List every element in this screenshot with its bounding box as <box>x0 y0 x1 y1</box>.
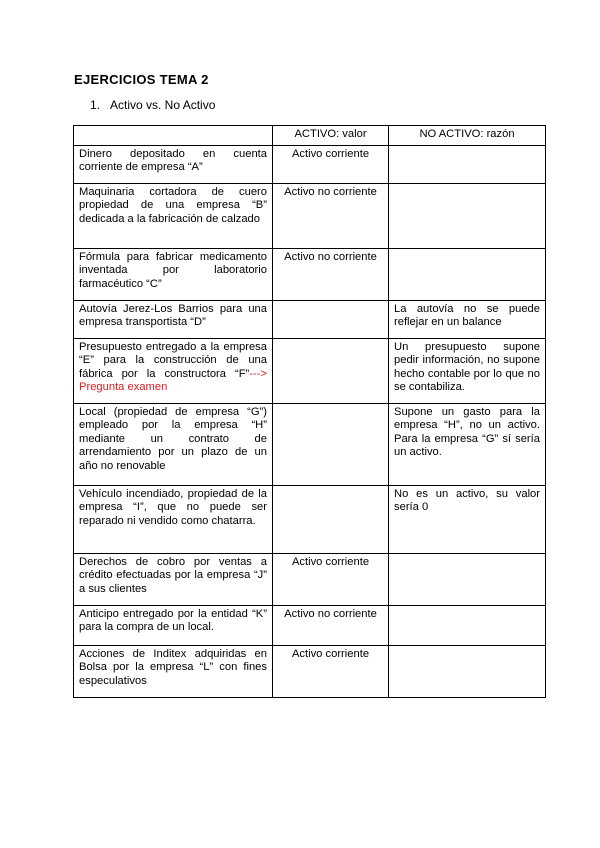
item-cell: Dinero depositado en cuenta corriente de empresa “A” <box>74 145 273 183</box>
table-row <box>74 248 546 300</box>
activo-value-cell <box>273 338 389 403</box>
table-row <box>74 485 546 553</box>
section-title: Activo vs. No Activo <box>110 98 216 112</box>
item-cell: Derechos de cobro por ventas a crédito efectuadas por la empresa “J” a sus clientes <box>74 553 273 605</box>
table-row <box>74 183 546 248</box>
item-cell: Autovía Jerez-Los Barrios para una empresa transportista “D” <box>74 300 273 338</box>
table-header-row <box>74 126 546 146</box>
activo-value-cell: Activo corriente <box>273 145 389 183</box>
table-row <box>74 145 546 183</box>
item-cell: Fórmula para fabricar medicamento inventada por laboratorio farmacéutico “C” <box>74 248 273 300</box>
activo-value-cell <box>273 300 389 338</box>
header-empty <box>74 126 273 146</box>
activo-value-cell: Activo no corriente <box>273 248 389 300</box>
no-activo-reason-cell <box>389 605 546 645</box>
no-activo-reason-cell <box>389 553 546 605</box>
section-heading <box>90 98 215 112</box>
item-cell: Vehículo incendiado, propiedad de la empresa “I”, que no puede ser reparado ni vendido como chatarra. <box>74 485 273 553</box>
table-row <box>74 338 546 403</box>
item-cell: Maquinaria cortadora de cuero propiedad de una empresa “B” dedicada a la fabricación de calzado <box>74 183 273 248</box>
section-number: 1. <box>90 98 101 112</box>
no-activo-reason-cell <box>389 248 546 300</box>
table-row <box>74 645 546 697</box>
table-row <box>74 300 546 338</box>
no-activo-reason-cell: No es un activo, su valor sería 0 <box>389 485 546 553</box>
no-activo-reason-cell: Supone un gasto para la empresa “H”, no un activo. Para la empresa “G” sí sería un activo. <box>389 403 546 485</box>
activo-value-cell: Activo no corriente <box>273 183 389 248</box>
no-activo-reason-cell <box>389 145 546 183</box>
item-cell: Acciones de Inditex adquiridas en Bolsa por la empresa “L” con fines especulativos <box>74 645 273 697</box>
page-title: EJERCICIOS TEMA 2 <box>74 72 209 87</box>
header-no-activo: NO ACTIVO: razón <box>389 126 546 146</box>
no-activo-reason-cell: Un presupuesto supone pedir información, no supone hecho contable por lo que no se contabiliza. <box>389 338 546 403</box>
activo-value-cell: Activo no corriente <box>273 605 389 645</box>
table-row <box>74 403 546 485</box>
table-row <box>74 605 546 645</box>
activo-value-cell: Activo corriente <box>273 645 389 697</box>
item-cell: Local (propiedad de empresa “G”) empleado por la empresa “H” mediante un contrato de arrendamiento por un plazo de un año no renovable <box>74 403 273 485</box>
header-activo: ACTIVO: valor <box>273 126 389 146</box>
no-activo-reason-cell: La autovía no se puede reflejar en un balance <box>389 300 546 338</box>
activo-value-cell <box>273 485 389 553</box>
table-row <box>74 553 546 605</box>
activo-value-cell: Activo corriente <box>273 553 389 605</box>
no-activo-reason-cell <box>389 645 546 697</box>
exercise-table <box>73 125 546 698</box>
no-activo-reason-cell <box>389 183 546 248</box>
exam-note: ---> Pregunta examen <box>79 367 267 394</box>
item-text: Presupuesto entregado a la empresa “E” para la construcción de una fábrica por la constructora “F” <box>79 340 267 380</box>
item-cell: Anticipo entregado por la entidad “K” para la compra de un local. <box>74 605 273 645</box>
item-cell <box>74 338 273 403</box>
activo-value-cell <box>273 403 389 485</box>
